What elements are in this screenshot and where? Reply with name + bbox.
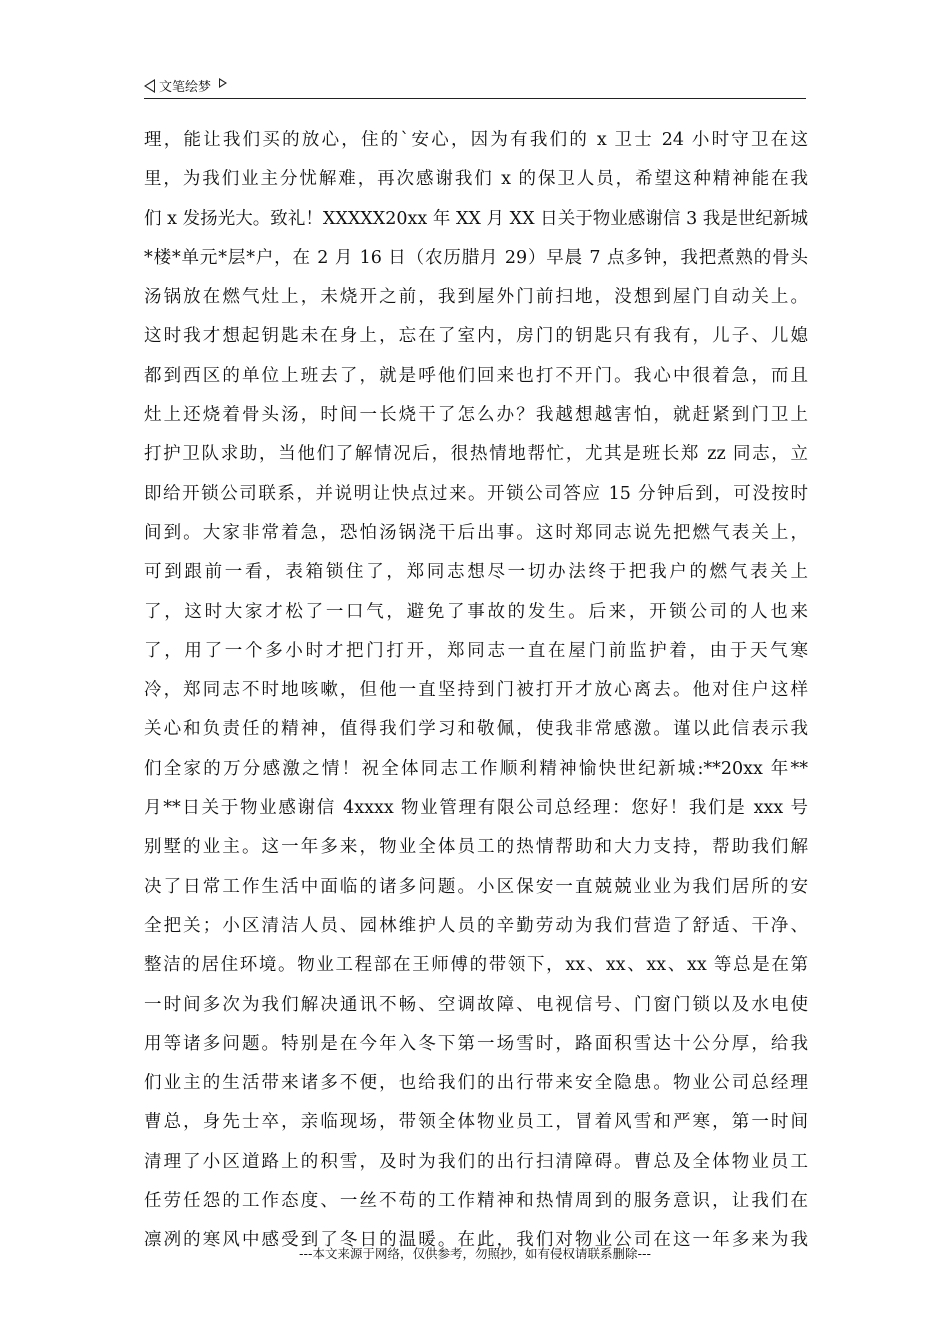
text-line: 都到西区的单位上班去了，就是呼他们回来也打不开门。我心中很着急，而且 (144, 365, 808, 386)
text-line: 们 x 发扬光大。致礼！XXXXX20xx 年 XX 月 XX 日关于物业感谢信 3 我是世纪新城 (144, 208, 808, 229)
text-line: 用等诸多问题。特别是在今年入冬下第一场雪时，路面积雪达十公分厚，给我 (144, 1033, 808, 1054)
text-line: 一时间多次为我们解决通讯不畅、空调故障、电视信号、门窗门锁以及水电使 (144, 994, 808, 1015)
text-line: 全把关；小区清洁人员、园林维护人员的辛勤劳动为我们营造了舒适、干净、 (144, 915, 808, 936)
text-line: 月**日关于物业感谢信 4xxxx 物业管理有限公司总经理：您好！我们是 xxx 号 (144, 798, 808, 819)
text-line: 关心和负责任的精神，值得我们学习和敬佩，使我非常感激。谨以此信表示我 (144, 719, 808, 740)
text-line: 汤锅放在燃气灶上，未烧开之前，我到屋外门前扫地，没想到屋门自动关上。 (144, 287, 808, 308)
text-line: 冷，郑同志不时地咳嗽，但他一直坚持到门被打开才放心离去。他对住户这样 (144, 680, 808, 701)
text-line: 打护卫队求助，当他们了解情况后，很热情地帮忙，尤其是班长郑 zz 同志，立 (144, 444, 808, 465)
text-line: 里，为我们业主分忧解难，再次感谢我们 x 的保卫人员，希望这种精神能在我 (144, 169, 808, 190)
text-line: 们全家的万分感激之情！祝全体同志工作顺利精神愉快世纪新城:**20xx 年** (144, 758, 808, 779)
text-line: 任劳任怨的工作态度、一丝不苟的工作精神和热情周到的服务意识，让我们在 (144, 1191, 808, 1212)
text-line: 了，用了一个多小时才把门打开，郑同志一直在屋门前监护着，由于天气寒 (144, 640, 808, 661)
text-line: 曹总，身先士卒，亲临现场，带领全体物业员工，冒着风雪和严寒，第一时间 (144, 1112, 808, 1133)
text-line: 清理了小区道路上的积雪，及时为我们的出行扫清障碍。曹总及全体物业员工 (144, 1151, 808, 1172)
text-line: 们业主的生活带来诸多不便，也给我们的出行带来安全隐患。物业公司总经理 (144, 1073, 808, 1094)
document-body (144, 121, 808, 1261)
text-line: 别墅的业主。这一年多来，物业全体员工的热情帮助和大力支持，帮助我们解 (144, 837, 808, 858)
text-line: 理，能让我们买的放心，住的`安心，因为有我们的 x 卫士 24 小时守卫在这 (144, 130, 808, 150)
text-line: 凛冽的寒风中感受到了冬日的温暖。在此，我们对物业公司在这一年多来为我 (144, 1230, 808, 1251)
page-header (144, 74, 806, 99)
text-line: 间到。大家非常着急，恐怕汤锅浇干后出事。这时郑同志说先把燃气表关上， (144, 522, 808, 543)
triangle-right-icon (219, 78, 227, 88)
text-line: 了，这时大家才松了一口气，避免了事故的发生。后来，开锁公司的人也来 (144, 601, 808, 622)
text-line: 即给开锁公司联系，并说明让快点过来。开锁公司答应 15 分钟后到，可没按时 (144, 483, 808, 504)
header-brand (144, 76, 227, 95)
text-line: 决了日常工作生活中面临的诸多问题。小区保安一直兢兢业业为我们居所的安 (144, 876, 808, 897)
triangle-left-icon (144, 79, 155, 93)
text-line: 整洁的居住环境。物业工程部在王师傅的带领下，xx、xx、xx、xx 等总是在第 (144, 955, 808, 976)
text-line: 可到跟前一看，表箱锁住了，郑同志想尽一切办法终于把我户的燃气表关上 (144, 562, 808, 583)
text-line: 这时我才想起钥匙未在身上，忘在了室内，房门的钥匙只有我有，儿子、儿媳 (144, 326, 808, 347)
header-brand-text: 文笔绘梦 (159, 80, 212, 95)
text-line: 灶上还烧着骨头汤，时间一长烧干了怎么办？我越想越害怕，就赶紧到门卫上 (144, 405, 808, 426)
text-line: *楼*单元*层*户，在 2 月 16 日（农历腊月 29）早晨 7 点多钟，我把煮熟的骨头 (144, 247, 808, 268)
page-footer: ---本文来源于网络，仅供参考，勿照抄，如有侵权请联系删除--- (298, 1246, 652, 1261)
